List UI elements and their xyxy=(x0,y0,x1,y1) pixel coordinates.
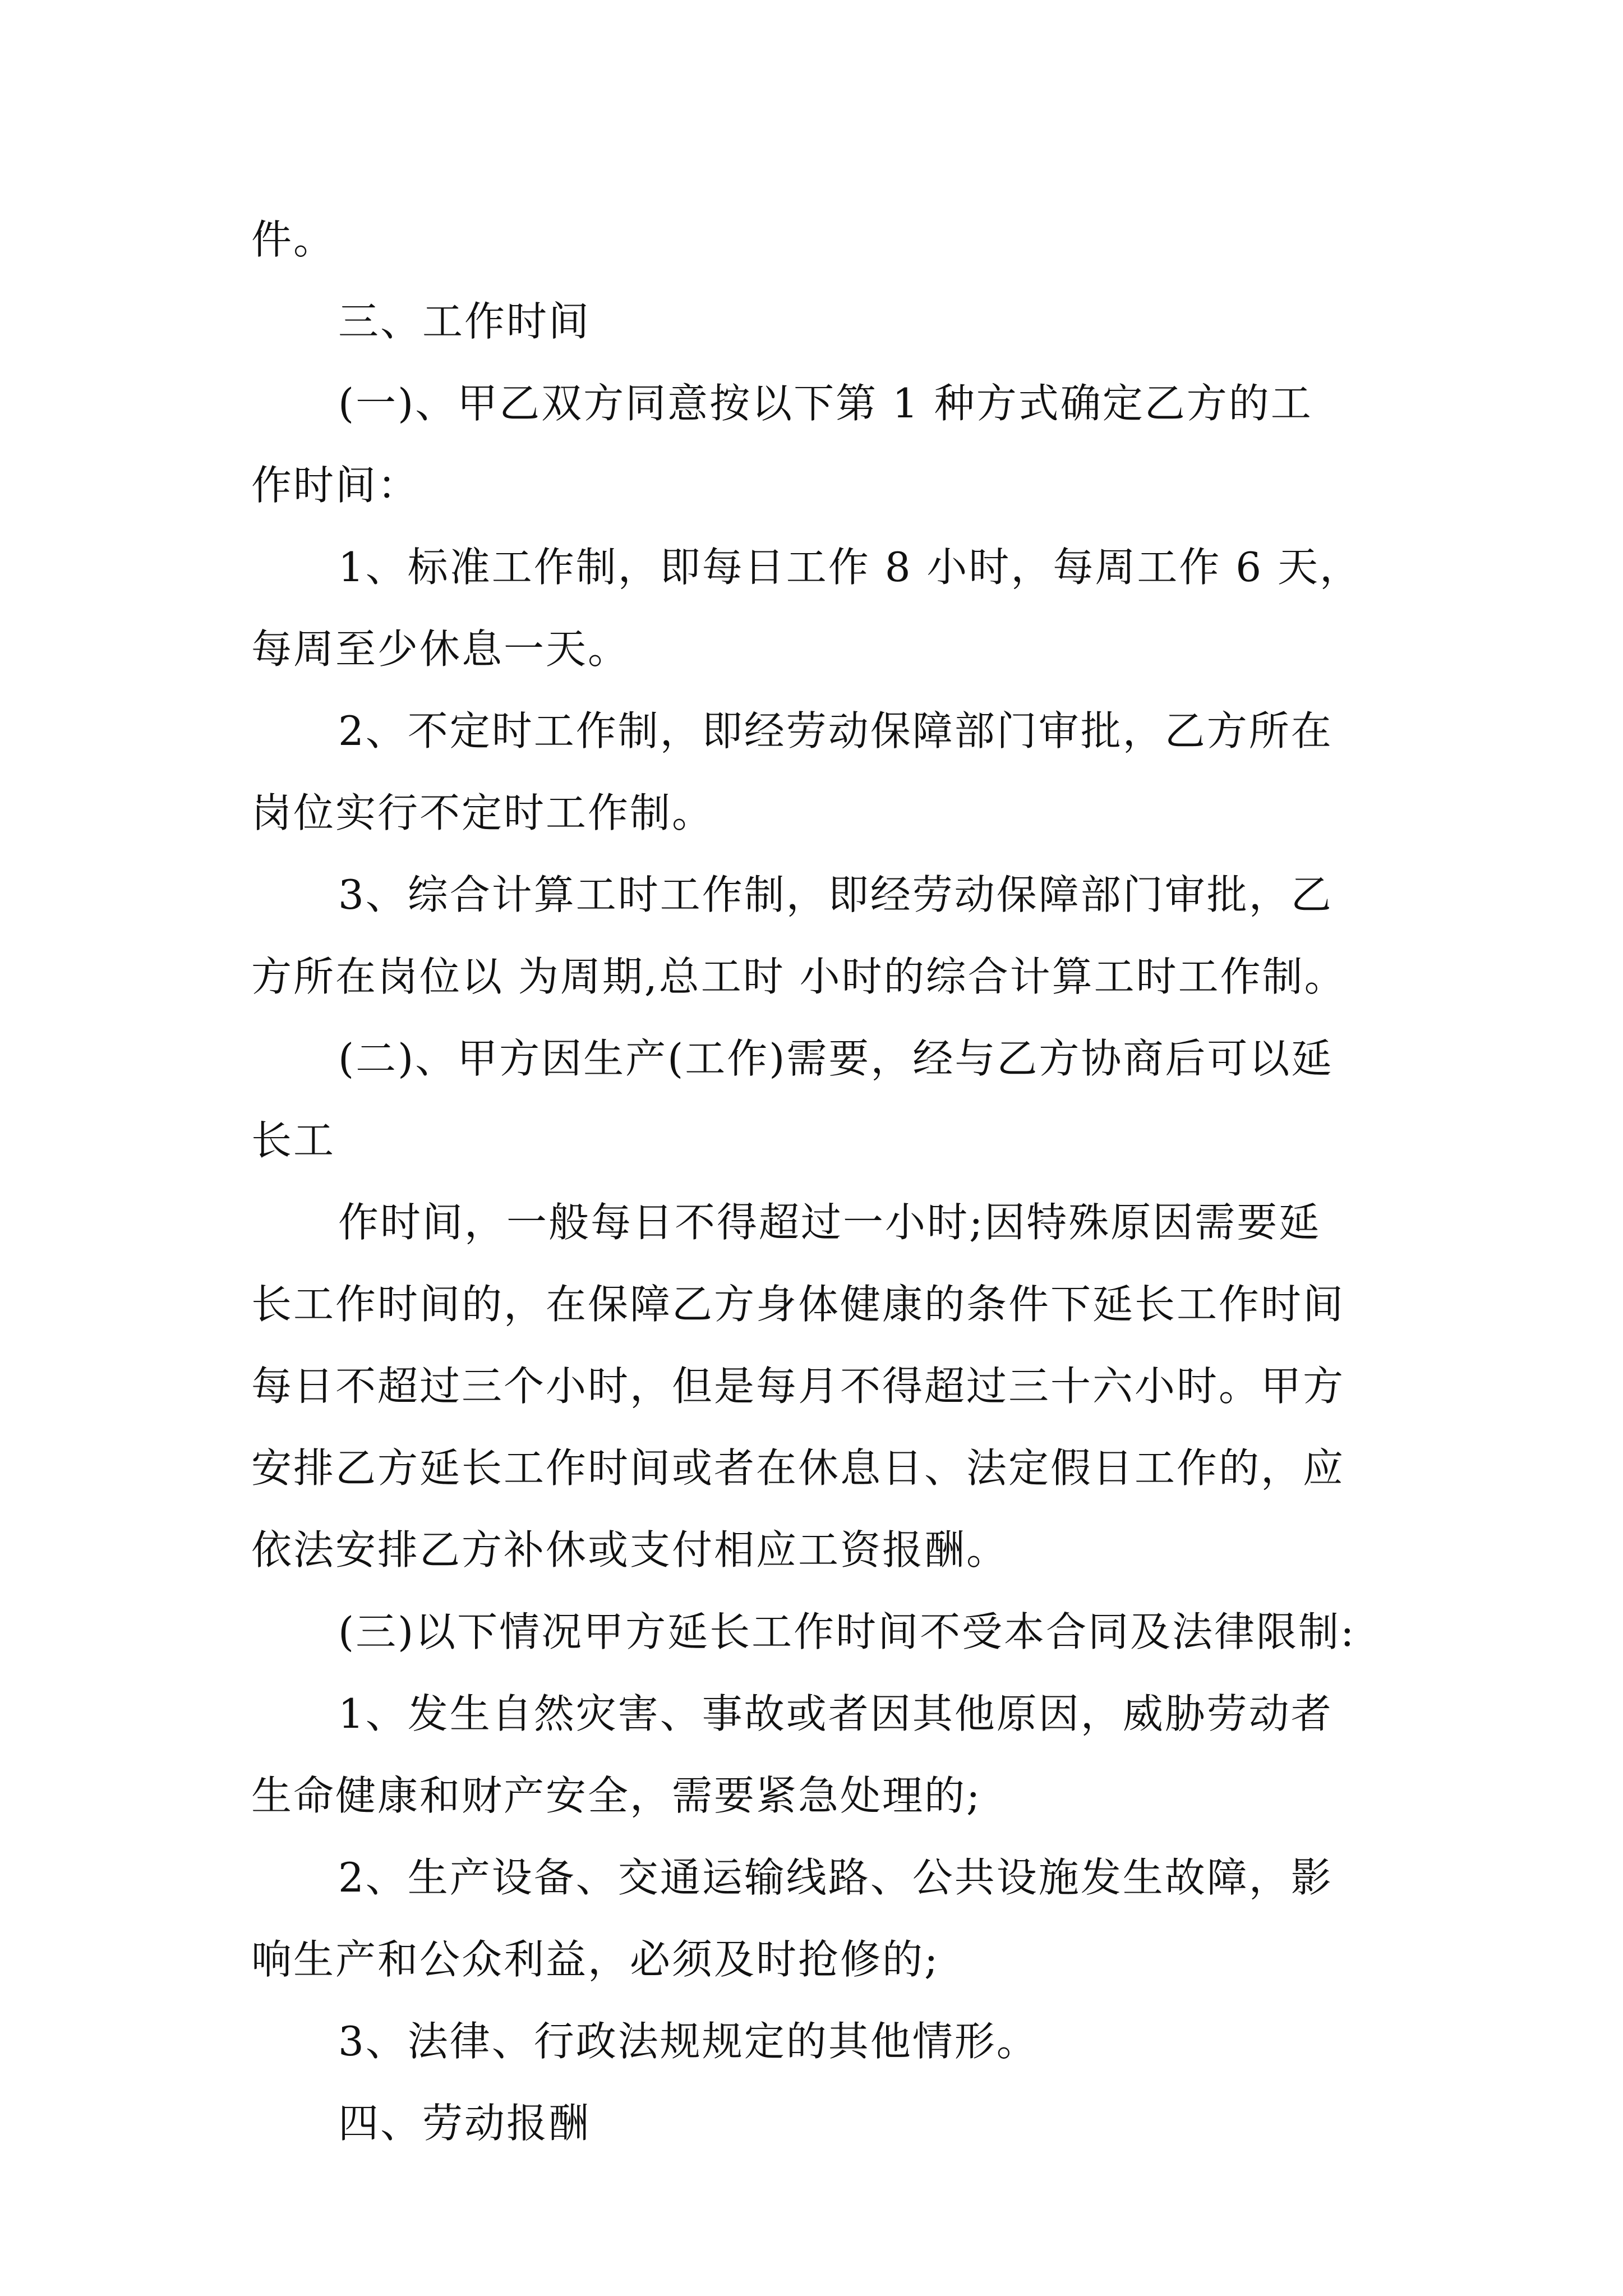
text-line: 长工 xyxy=(251,1117,336,1164)
text-line: 1、发生自然灾害、事故或者因其他原因，威胁劳动者 xyxy=(338,1690,1333,1737)
text-line: 长工作时间的，在保障乙方身体健康的条件下延长工作时间 xyxy=(251,1281,1345,1328)
text-line: 安排乙方延长工作时间或者在休息日、法定假日工作的，应 xyxy=(251,1444,1345,1492)
text-line: 响生产和公众利益，必须及时抢修的; xyxy=(251,1936,940,1983)
text-line: 每日不超过三个小时，但是每月不得超过三十六小时。甲方 xyxy=(251,1363,1345,1410)
text-line: (一)、甲乙双方同意按以下第 1 种方式确定乙方的工 xyxy=(338,380,1313,427)
section-heading: 三、工作时间 xyxy=(338,298,591,345)
text-line: 3、法律、行政法规规定的其他情形。 xyxy=(338,2018,1039,2065)
section-heading: 四、劳动报酬 xyxy=(338,2100,591,2147)
text-line: 岗位实行不定时工作制。 xyxy=(251,789,714,836)
text-line: 1、标准工作制，即每日工作 8 小时，每周工作 6 天， xyxy=(338,544,1362,591)
text-line: (二)、甲方因生产(工作)需要，经与乙方协商后可以延 xyxy=(338,1035,1334,1082)
text-line: 3、综合计算工时工作制，即经劳动保障部门审批，乙 xyxy=(338,871,1333,918)
text-line: 作时间： xyxy=(251,462,420,509)
text-line: 2、不定时工作制，即经劳动保障部门审批，乙方所在 xyxy=(338,707,1333,754)
text-line: (三)以下情况甲方延长工作时间不受本合同及法律限制: xyxy=(338,1608,1356,1655)
text-line: 作时间，一般每日不得超过一小时;因特殊原因需要延 xyxy=(338,1199,1321,1246)
text-line: 生命健康和财产安全，需要紧急处理的; xyxy=(251,1772,982,1819)
text-line: 2、生产设备、交通运输线路、公共设施发生故障，影 xyxy=(338,1854,1333,1901)
text-line: 每周至少休息一天。 xyxy=(251,625,630,673)
text-line: 件。 xyxy=(251,216,336,263)
text-line: 方所在岗位以 为周期,总工时 小时的综合计算工时工作制。 xyxy=(251,953,1347,1000)
text-line: 依法安排乙方补休或支付相应工资报酬。 xyxy=(251,1526,1009,1573)
